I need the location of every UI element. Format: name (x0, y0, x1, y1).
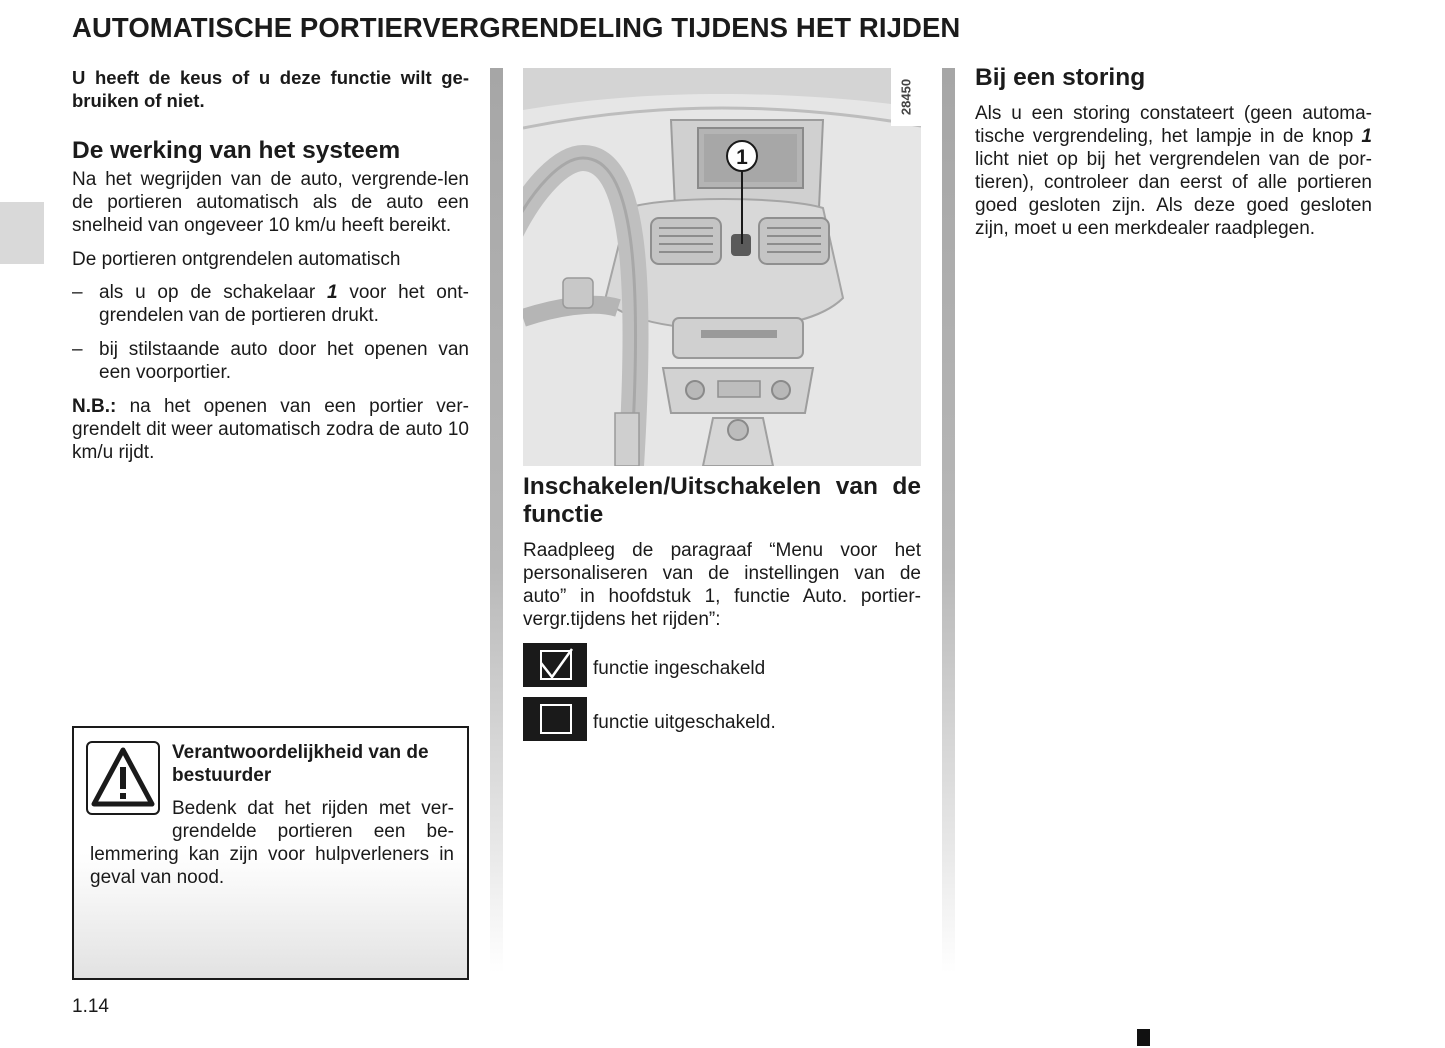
list-item-text-pre: als u op de schakelaar (99, 282, 327, 303)
section-heading-operation: De werking van het systeem (72, 137, 401, 164)
operation-paragraph: Na het wegrijden van de auto, vergrende-len de portieren automatisch als de auto een snelheid van ongeveer 10 km/u heeft bereikt. (72, 169, 469, 236)
list-dash: – (72, 282, 83, 303)
figure-number-box (891, 68, 921, 126)
list-item-text-post: voor het ont-grendelen van de portieren drukt. (99, 282, 470, 326)
unlock-paragraph: De portieren ontgrendelen automatisch (72, 249, 401, 270)
column-separator (490, 68, 503, 973)
right-column (975, 64, 1372, 240)
warning-title: Verantwoordelijkheid van de bestuurder (172, 742, 429, 786)
checkbox-row-off (523, 697, 923, 741)
note-paragraph (72, 395, 469, 464)
section-heading-toggle: Inschakelen/Uitschakelen van de functie (523, 473, 921, 528)
page-number: 1.14 (72, 996, 109, 1017)
function-on-label: functie ingeschakeld (593, 658, 766, 679)
malfunction-text-pre: Als u een storing constateert (geen automa-tische vergrendeling, het lampje in de knop (975, 103, 1372, 147)
unchecked-box-icon (523, 697, 587, 741)
malfunction-paragraph (975, 102, 1372, 240)
checked-box-icon (523, 643, 587, 687)
figure-number: 28450 (898, 78, 914, 116)
end-of-section-mark (1137, 1029, 1150, 1046)
toggle-paragraph: Raadpleeg de paragraaf “Menu voor het personaliseren van de instellingen van de auto” in hoofdstuk 1, functie Auto. portier-vergr.tijdens het rijden”: (523, 540, 921, 630)
function-off-label: functie uitgeschakeld. (593, 712, 776, 733)
column-separator (942, 68, 955, 973)
note-label: N.B.: (72, 396, 117, 417)
malfunction-text-post: licht niet op bij het vergrendelen van de por-tieren), controleer dan eerst of alle portieren goed gesloten zijn. Als deze goed gesloten zijn, moet u een merkdealer raadplegen. (975, 149, 1372, 239)
note-text: na het openen van een portier ver-grendelt dit weer automatisch zodra de auto 10 km/u rijdt. (72, 396, 469, 463)
list-item-text: bij stilstaande auto door het openen van een voorportier. (99, 339, 469, 383)
callout-number: 1 (736, 146, 748, 169)
switch-reference: 1 (326, 282, 338, 303)
warning-body: Bedenk dat het rijden met ver-grendelde portieren een be-lemmering kan zijn voor hulpverleners in geval van nood. (90, 798, 454, 888)
list-item (72, 281, 469, 327)
left-column (72, 66, 469, 464)
checkbox-row-on (523, 643, 923, 687)
dashboard-drawing (523, 68, 921, 466)
button-reference: 1 (1361, 126, 1372, 147)
intro-text: U heeft de keus of u deze functie wilt ge-bruiken of niet. (72, 67, 469, 111)
section-heading-malfunction: Bij een storing (975, 64, 1146, 91)
page-title: AUTOMATISCHE PORTIERVERGRENDELING TIJDENS HET RIJDEN (72, 12, 961, 43)
list-item (72, 338, 469, 384)
list-dash: – (72, 339, 83, 360)
chapter-tab (0, 202, 44, 264)
warning-box (72, 726, 469, 980)
middle-column (523, 473, 921, 631)
dashboard-illustration (523, 68, 921, 466)
warning-body-container (90, 797, 454, 889)
